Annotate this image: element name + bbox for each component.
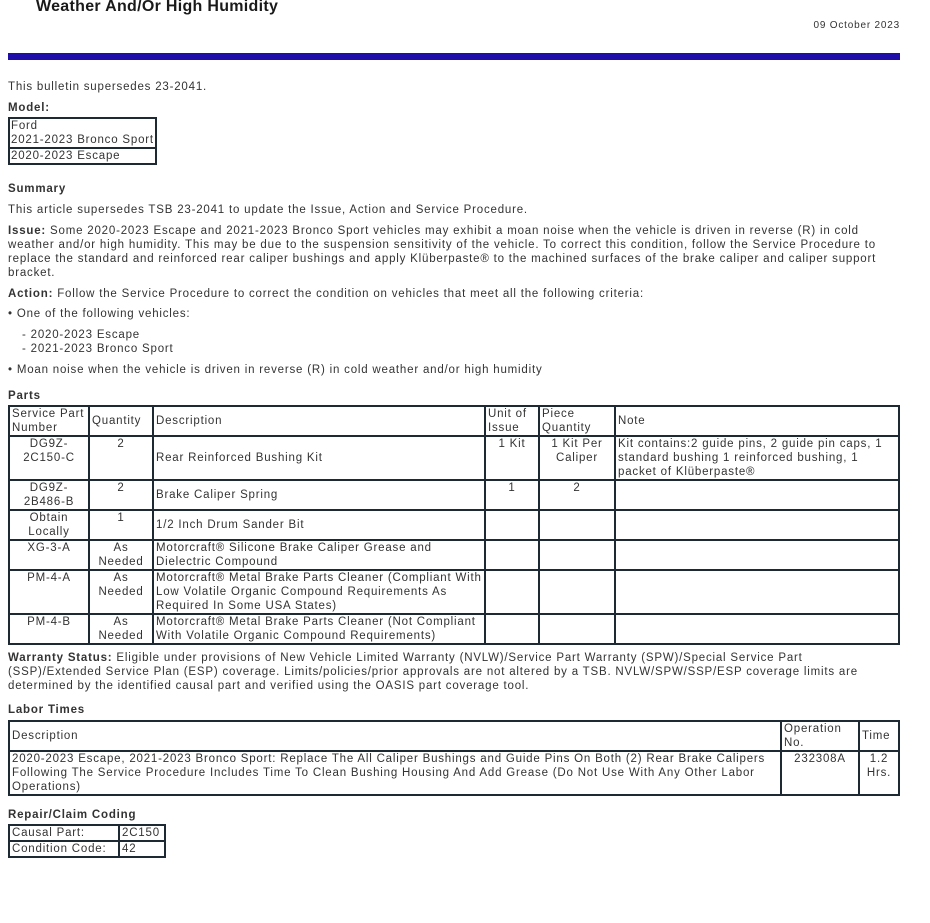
coding-value: 42 [119, 841, 165, 857]
part-quantity: 1 [89, 510, 153, 540]
parts-heading: Parts [8, 390, 41, 402]
part-quantity: As Needed [89, 540, 153, 570]
summary-heading: Summary [8, 183, 67, 195]
piece-quantity: 2 [539, 480, 615, 510]
model-heading: Model: [8, 102, 50, 114]
issue-paragraph [8, 224, 900, 280]
parts-header-row [9, 406, 899, 436]
table-row [9, 540, 899, 570]
column-header: Description [9, 721, 781, 751]
action-paragraph [8, 287, 900, 301]
coding-key: Causal Part: [9, 825, 119, 841]
piece-quantity [539, 540, 615, 570]
part-note: Kit contains:2 guide pins, 2 guide pin caps, 1 standard bushing 1 reinforced bushing, 1 packet of Klüberpaste® [615, 436, 899, 480]
part-number: DG9Z-2C150-C [9, 436, 89, 480]
piece-quantity [539, 570, 615, 614]
part-note [615, 510, 899, 540]
part-number: PM-4-A [9, 570, 89, 614]
piece-quantity [539, 510, 615, 540]
part-number: Obtain Locally [9, 510, 89, 540]
summary-text: This article supersedes TSB 23-2041 to update the Issue, Action and Service Procedure. [8, 204, 528, 216]
coding-value: 2C150 [119, 825, 165, 841]
unit-of-issue [485, 540, 539, 570]
coding-key: Condition Code: [9, 841, 119, 857]
header-divider-bar [8, 53, 900, 60]
piece-quantity: 1 Kit Per Caliper [539, 436, 615, 480]
labor-description: 2020-2023 Escape, 2021-2023 Bronco Sport: Replace The All Caliper Bushings and Guide Pins On Both (2) Rear Brake Calipers Following The Service Procedure Includes Time To Clean Bushing Housing And Add Grease (Do Not Use With Any Other Labor Operations) [9, 751, 781, 795]
part-number: XG-3-A [9, 540, 89, 570]
table-row [9, 570, 899, 614]
part-number: PM-4-B [9, 614, 89, 644]
part-description: Motorcraft® Metal Brake Parts Cleaner (Compliant With Low Volatile Organic Compound Requirements As Required In Some USA States) [153, 570, 485, 614]
labor-table [8, 720, 900, 796]
column-header: Unit of Issue [485, 406, 539, 436]
labor-header-row [9, 721, 899, 751]
issue-text: Some 2020-2023 Escape and 2021-2023 Bronco Sport vehicles may exhibit a moan noise when the vehicle is driven in reverse (R) in cold weather and/or high humidity. This may be due to the suspension sensitivity of the vehicle. To correct this condition, follow the Service Procedure to replace the standard and reinforced rear caliper bushings and apply Klüberpaste® to the machined surfaces of the brake caliper and caliper support bracket. [8, 225, 877, 279]
bulletin-body [8, 80, 900, 858]
part-description: 1/2 Inch Drum Sander Bit [153, 510, 485, 540]
part-description: Rear Reinforced Bushing Kit [153, 436, 485, 480]
page-title: Weather And/Or High Humidity [36, 0, 279, 15]
unit-of-issue: 1 Kit [485, 436, 539, 480]
warranty-paragraph [8, 651, 900, 693]
part-quantity: As Needed [89, 614, 153, 644]
part-note [615, 614, 899, 644]
labor-time: 1.2 Hrs. [859, 751, 899, 795]
part-description: Brake Caliper Spring [153, 480, 485, 510]
column-header: Description [153, 406, 485, 436]
column-header: Quantity [89, 406, 153, 436]
table-row [9, 480, 899, 510]
column-header: Service Part Number [9, 406, 89, 436]
labor-heading: Labor Times [8, 704, 85, 716]
unit-of-issue [485, 570, 539, 614]
part-quantity: 2 [89, 436, 153, 480]
unit-of-issue [485, 510, 539, 540]
model-vehicle: 2021-2023 Bronco Sport [11, 134, 154, 146]
part-description: Motorcraft® Silicone Brake Caliper Grease and Dielectric Compound [153, 540, 485, 570]
piece-quantity [539, 614, 615, 644]
warranty-label: Warranty Status: [8, 652, 113, 664]
model-make: Ford [9, 118, 156, 133]
unit-of-issue: 1 [485, 480, 539, 510]
operation-number: 232308A [781, 751, 859, 795]
part-note [615, 570, 899, 614]
criteria-vehicle: - 2020-2023 Escape [22, 329, 140, 341]
action-text: Follow the Service Procedure to correct the condition on vehicles that meet all the following criteria: [57, 288, 644, 300]
parts-table [8, 405, 900, 645]
part-number: DG9Z-2B486-B [9, 480, 89, 510]
table-row [9, 436, 899, 480]
criteria-bullet: • One of the following vehicles: [8, 308, 191, 320]
part-description: Motorcraft® Metal Brake Parts Cleaner (Not Compliant With Volatile Organic Compound Requirements) [153, 614, 485, 644]
repair-heading: Repair/Claim Coding [8, 809, 137, 821]
column-header: Note [615, 406, 899, 436]
column-header: Time [859, 721, 899, 751]
criteria-vehicle: - 2021-2023 Bronco Sport [22, 343, 174, 355]
part-note [615, 480, 899, 510]
model-table [8, 117, 157, 165]
supersedes-note: This bulletin supersedes 23-2041. [8, 81, 208, 93]
bulletin-date: 09 October 2023 [813, 20, 900, 31]
issue-label: Issue: [8, 225, 47, 237]
part-note [615, 540, 899, 570]
action-label: Action: [8, 288, 54, 300]
part-quantity: As Needed [89, 570, 153, 614]
criteria-bullet: • Moan noise when the vehicle is driven in reverse (R) in cold weather and/or high humidity [8, 364, 543, 376]
table-row [9, 751, 899, 795]
unit-of-issue [485, 614, 539, 644]
model-vehicle: 2020-2023 Escape [9, 148, 156, 164]
repair-coding-table [8, 824, 166, 858]
table-row [9, 841, 165, 857]
warranty-text: Eligible under provisions of New Vehicle Limited Warranty (NVLW)/Service Part Warranty (SPW)/Special Service Part (SSP)/Extended Service Plan (ESP) coverage. Limits/policies/prior approvals are not altered by a TSB. NVLW/SPW/SSP/ESP coverage limits are determined by the identified causal part and verified using the OASIS part coverage tool. [8, 652, 858, 692]
column-header: Piece Quantity [539, 406, 615, 436]
table-row [9, 510, 899, 540]
column-header: Operation No. [781, 721, 859, 751]
part-quantity: 2 [89, 480, 153, 510]
table-row [9, 614, 899, 644]
table-row [9, 825, 165, 841]
